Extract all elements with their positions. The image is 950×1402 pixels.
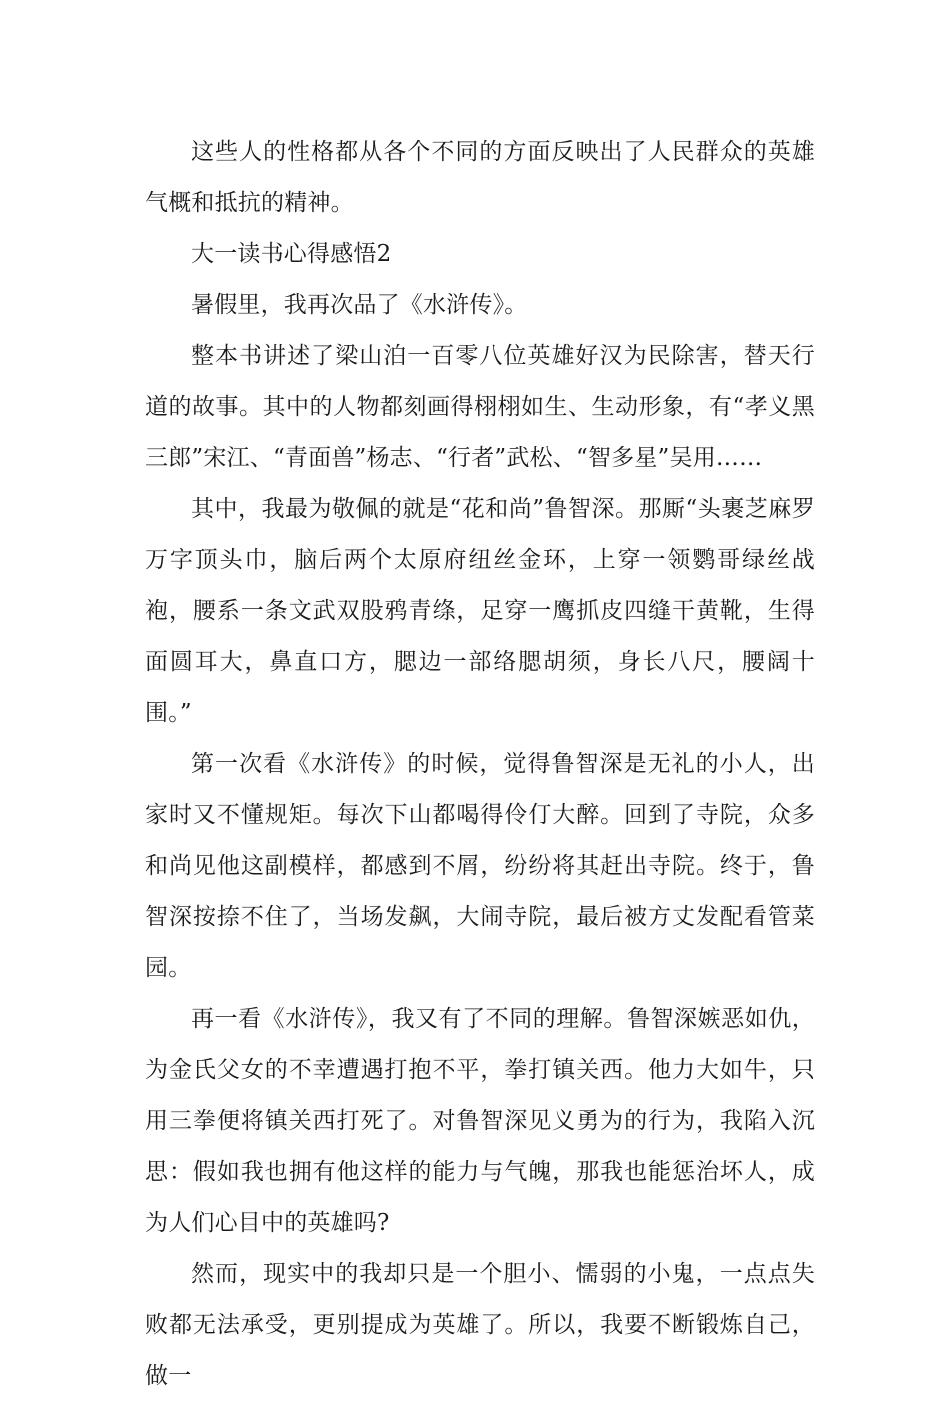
paragraph-5: 第一次看《水浒传》的时候，觉得鲁智深是无礼的小人，出家时又不懂规矩。每次下山都喝得伶仃大醉。回到了寺院，众多和尚见他这副模样，都感到不屑，纷纷将其赶出寺院。终于，鲁智深按捺不住了，当场发飙，大闹寺院，最后被方丈发配看管菜园。 (145, 751, 815, 981)
paragraph-6: 再一看《水浒传》，我又有了不同的理解。鲁智深嫉恶如仇，为金氏父女的不幸遭遇打抱不平，拳打镇关西。他力大如牛，只用三拳便将镇关西打死了。对鲁智深见义勇为的行为，我陷入沉思：假如我也拥有他这样的能力与气魄，那我也能惩治坏人，成为人们心目中的英雄吗? (145, 1006, 815, 1236)
paragraph-1: 这些人的性格都从各个不同的方面反映出了人民群众的英雄气概和抵抗的精神。 (145, 139, 815, 216)
paragraph-2: 暑假里，我再次品了《水浒传》。 (191, 292, 528, 318)
paragraph-4: 其中，我最为敬佩的就是“花和尚”鲁智深。那厮“头裹芝麻罗万字顶头巾，脑后两个太原府纽丝金环，上穿一领鹦哥绿丝战袍，腰系一条文武双股鸦青绦，足穿一鹰抓皮四缝干黄靴，生得面圆耳大，鼻直口方，腮边一部络腮胡须，身长八尺，腰阔十围。” (145, 496, 815, 726)
paragraph-3: 整本书讲述了梁山泊一百零八位英雄好汉为民除害，替天行道的故事。其中的人物都刻画得栩栩如生、生动形象，有“孝义黑三郎”宋江、“青面兽”杨志、“行者”武松、“智多星”吴用…… (145, 343, 815, 471)
section-heading: 大一读书心得感悟2 (191, 241, 392, 267)
paragraph-7: 然而，现实中的我却只是一个胆小、懦弱的小鬼，一点点失败都无法承受，更别提成为英雄了。所以，我要不断锻炼自己，做一 (145, 1261, 815, 1389)
document-body (145, 127, 815, 1402)
